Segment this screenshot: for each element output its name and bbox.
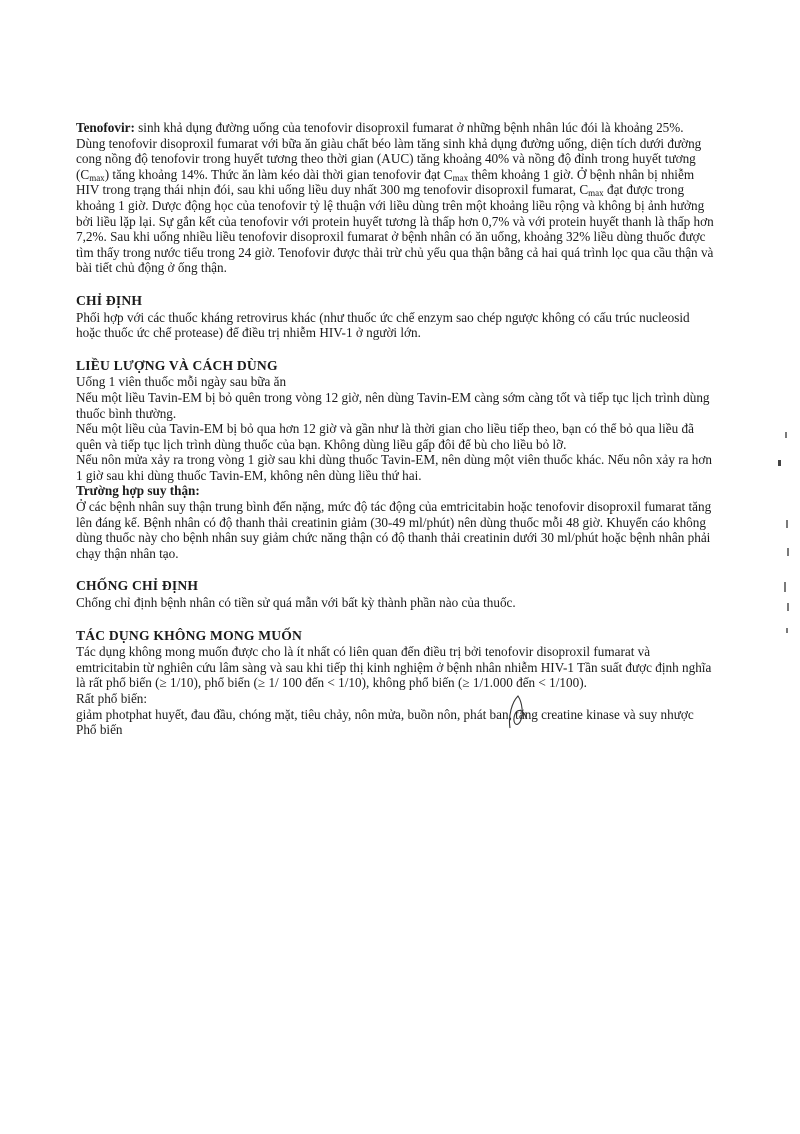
- indications-section: [76, 293, 716, 341]
- scan-margin-mark: [778, 460, 781, 466]
- very-common-label: Rất phổ biến:: [76, 691, 148, 706]
- dosage-line-3: Nếu một liều của Tavin-EM bị bỏ qua hơn 12 giờ và gần như là thời gian cho liều tiếp theo, bạn có thể bỏ qua liều đã quên và tiếp tục lịch trình dùng thuốc của bạn. Không dùng liều gấp đôi để bù cho liều bỏ lỡ.: [76, 421, 694, 452]
- scan-margin-mark: [786, 520, 788, 528]
- very-common-text: giảm photphat huyết, đau đầu, chóng mặt, tiêu chảy, nôn mửa, buồn nôn, phát ban, tăng creatine kinase và suy nhược: [76, 706, 694, 722]
- dosage-line-1: Uống 1 viên thuốc mỗi ngày sau bữa ăn: [76, 374, 287, 390]
- renal-text: Ở các bệnh nhân suy thận trung bình đến nặng, mức độ tác động của emtricitabin hoặc tenofovir disoproxil fumarat tăng lên đáng kể. Bệnh nhân có độ thanh thải creatinin giảm (30-49 ml/phút) nên dùng thuốc mỗi 48 giờ. Khuyến cáo không dùng thuốc này cho bệnh nhân suy giảm chức năng thận có độ thanh thải creatinin dưới 30 ml/phút hoặc bệnh nhân phải chạy thận nhân tạo.: [76, 499, 712, 561]
- scan-margin-mark: [787, 548, 789, 556]
- scan-margin-mark: [786, 628, 788, 633]
- indications-text: Phối hợp với các thuốc kháng retrovirus khác (như thuốc ức chế enzym sao chép ngược không có cấu trúc nucleosid hoặc thuốc ức chế protease) để điều trị nhiễm HIV-1 ở người lớn.: [76, 309, 690, 341]
- common-label: Phổ biến: [76, 722, 123, 738]
- dosage-line-2: Nếu một liều Tavin-EM bị bỏ quên trong vòng 12 giờ, nên dùng Tavin-EM càng sớm càng tốt và tiếp tục lịch trình dùng thuốc bình thường.: [76, 389, 710, 421]
- handwritten-mark-icon: [506, 692, 528, 732]
- contraindications-heading: CHỐNG CHỈ ĐỊNH: [76, 578, 199, 594]
- contraindications-text: Chống chỉ định bệnh nhân có tiền sử quá mẫn với bất kỳ thành phần nào của thuốc.: [76, 595, 516, 611]
- scan-margin-mark: [784, 582, 786, 592]
- indications-heading: CHỈ ĐỊNH: [76, 292, 143, 308]
- pk-text-1: sinh khả dụng đường uống của tenofovir disoproxil fumarat ở những bệnh nhân lúc đói là khoảng 25%. Dùng tenofovir disoproxil fumarat với bữa ăn giàu chất béo làm tăng sinh khả dụng đường uống, diện tích dưới đường cong nồng độ tenofovir trong huyết tương theo thời gian (AUC) tăng khoảng 40% và nồng độ đỉnh trong huyết tương (C: [76, 120, 702, 182]
- tenofovir-term: Tenofovir:: [76, 120, 135, 135]
- renal-heading: Trường hợp suy thận:: [76, 483, 200, 499]
- dosage-section: [76, 358, 716, 562]
- pk-text-4: đạt được trong khoảng 1 giờ. Dược động học của tenofovir tỷ lệ thuận với liều dùng trên một khoảng liều rộng và không bị ảnh hưởng bởi liều lặp lại. Sự gắn kết của tenofovir với protein huyết tương là thấp hơn 0,7% và với protein huyết thanh là thấp hơn 7,2%. Sau khi uống nhiều liều tenofovir disoproxil fumarat ở bệnh nhân có ăn uống, khoảng 32% liều dùng thuốc được tìm thấy trong nước tiểu trong 24 giờ. Tenofovir được thải trừ chủ yếu qua thận bằng cả hai quá trình lọc qua cầu thận và bài tiết chủ động ở ống thận.: [76, 182, 714, 276]
- dosage-heading: LIỀU LƯỢNG VÀ CÁCH DÙNG: [76, 357, 278, 373]
- contraindications-section: [76, 578, 716, 610]
- scan-margin-mark: [787, 603, 789, 611]
- cmax-subscript: max: [89, 172, 105, 183]
- adverse-effects-text: Tác dụng không mong muốn được cho là ít nhất có liên quan đến điều trị bởi tenofovir disoproxil fumarat và emtricitabin từ nghiên cứu lâm sàng và sau khi tiếp thị kinh nghiệm ở bệnh nhân nhiễm HIV-1 Tần suất được định nghĩa là rất phổ biến (≥ 1/10), phổ biến (≥ 1/ 100 đến < 1/10), không phổ biến (≥ 1/1.000 đến < 1/100).: [76, 644, 712, 691]
- scan-margin-mark: [785, 432, 787, 438]
- adverse-effects-section: [76, 628, 716, 738]
- pk-text-2: ) tăng khoảng 14%. Thức ăn làm kéo dài thời gian tenofovir đạt C: [104, 166, 453, 182]
- pharmacokinetics-paragraph: [76, 120, 716, 276]
- cmax-subscript: max: [452, 172, 469, 183]
- adverse-effects-heading: TÁC DỤNG KHÔNG MONG MUỐN: [76, 627, 303, 643]
- cmax-subscript: max: [588, 188, 604, 199]
- document-body: [76, 120, 716, 738]
- dosage-line-4: Nếu nôn mửa xảy ra trong vòng 1 giờ sau khi dùng thuốc Tavin-EM, nên dùng một viên thuốc khác. Nếu nôn xảy ra hơn 1 giờ sau khi dùng thuốc Tavin-EM, không nên dùng liều thứ hai.: [76, 452, 712, 483]
- pk-text-3: thêm khoảng 1 giờ. Ở bệnh nhân bị nhiễm HIV trong trạng thái nhịn đói, sau khi uống liều duy nhất 300 mg tenofovir disoproxil fumarat, C: [76, 166, 695, 198]
